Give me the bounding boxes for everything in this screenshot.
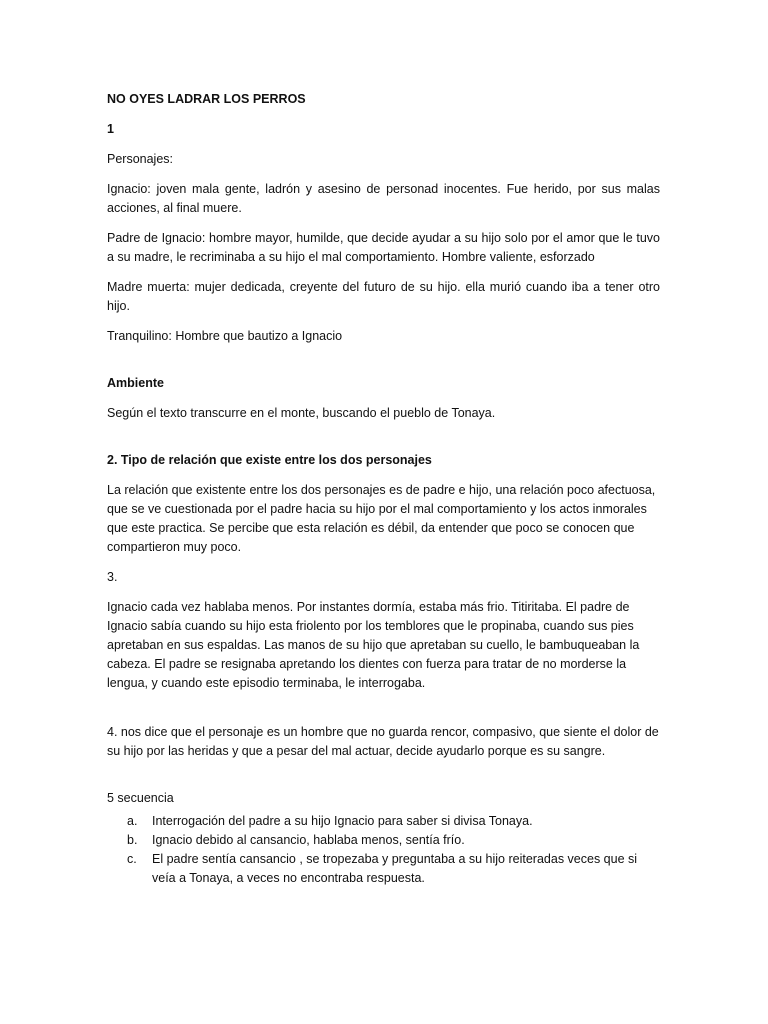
section-3-text: Ignacio cada vez hablaba menos. Por instantes dormía, estaba más frio. Titiritaba. El padre de Ignacio sabía cuando su hijo esta friolento por los temblores que le propinaba, cuando sus pies apretaban en sus espaldas. Las manos de su hijo que apretaban su cuello, le bambuqueaban la cabeza. El padre se resignaba apretando los dientes con fuerza para tratar de no morderse la lengua, y cuando este episodio terminaba, le interrogaba.	[107, 600, 640, 690]
document-title: NO OYES LADRAR LOS PERROS	[107, 92, 306, 106]
section-3-number: 3.	[107, 570, 118, 584]
sequence-marker: b.	[127, 833, 138, 847]
sequence-text: Ignacio debido al cansancio, hablaba menos, sentía frío.	[152, 833, 465, 847]
section-4-text: 4. nos dice que el personaje es un hombre que no guarda rencor, compasivo, que siente el dolor de su hijo por las heridas y que a pesar del mal actuar, decide ayudarlo porque es su sangre.	[107, 725, 659, 758]
character-madre: Madre muerta: mujer dedicada, creyente del futuro de su hijo. ella murió cuando iba a tener otro hijo.	[107, 280, 660, 313]
section-1-number: 1	[107, 122, 114, 136]
ambiente-heading: Ambiente	[107, 376, 164, 390]
character-tranquilino: Tranquilino: Hombre que bautizo a Ignacio	[107, 329, 343, 343]
section-5-heading: 5 secuencia	[107, 791, 174, 805]
document-page	[107, 90, 660, 888]
sequence-list	[107, 812, 660, 888]
sequence-marker: c.	[127, 852, 137, 866]
section-2-heading: 2. Tipo de relación que existe entre los dos personajes	[107, 453, 432, 467]
sequence-item-b	[107, 831, 660, 850]
ambiente-text: Según el texto transcurre en el monte, buscando el pueblo de Tonaya.	[107, 406, 496, 420]
sequence-text: Interrogación del padre a su hijo Ignacio para saber si divisa Tonaya.	[152, 814, 533, 828]
personajes-label: Personajes:	[107, 152, 174, 166]
sequence-item-a	[107, 812, 660, 831]
character-padre: Padre de Ignacio: hombre mayor, humilde, que decide ayudar a su hijo solo por el amor que le tuvo a su madre, le recriminaba a su hijo el mal comportamiento. Hombre valiente, esforzado	[107, 231, 660, 264]
sequence-marker: a.	[127, 814, 138, 828]
sequence-text: El padre sentía cansancio , se tropezaba y preguntaba a su hijo reiteradas veces que si veía a Tonaya, a veces no encontraba respuesta.	[152, 852, 638, 885]
character-ignacio: Ignacio: joven mala gente, ladrón y asesino de personad inocentes. Fue herido, por sus malas acciones, al final muere.	[107, 182, 660, 215]
section-2-text: La relación que existente entre los dos personajes es de padre e hijo, una relación poco afectuosa, que se ve cuestionada por el padre hacia su hijo por el mal comportamiento y los actos inmorales que este practica. Se percibe que esta relación es débil, da entender que poco se conocen que compartieron muy poco.	[107, 483, 656, 554]
sequence-item-c	[107, 850, 660, 888]
